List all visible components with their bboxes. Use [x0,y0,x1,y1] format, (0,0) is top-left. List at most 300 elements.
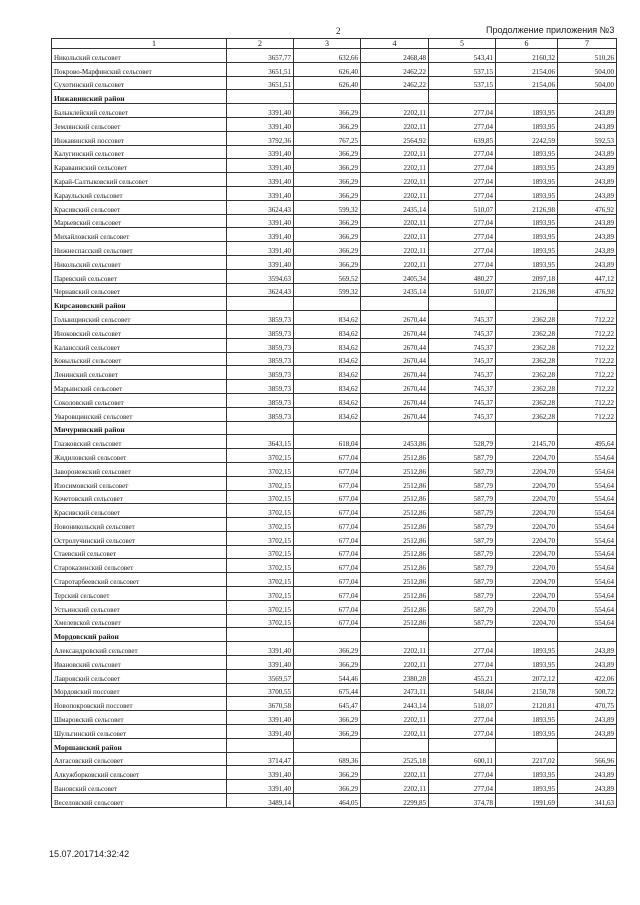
value-col-7: 243,89 [558,711,617,725]
value-col-7: 422,06 [558,669,617,683]
table-row [52,228,617,242]
value-col-6: 2362,28 [496,324,558,338]
value-col-3: 677,04 [294,545,361,559]
value-col-7: 243,89 [558,766,617,780]
value-col-4: 2202,11 [361,214,429,228]
value-col-3: 677,04 [294,449,361,463]
table-row [52,697,617,711]
value-col-5: 587,79 [429,476,496,490]
value-col-3: 834,62 [294,393,361,407]
value-col-6: 1893,95 [496,145,558,159]
value-col-2: 3859,73 [227,380,294,394]
value-col-2: 3859,73 [227,352,294,366]
value-col-2: 3702,15 [227,449,294,463]
value-col-2: 3391,40 [227,173,294,187]
value-col-3: 366,29 [294,656,361,670]
value-col-5: 277,04 [429,780,496,794]
value-col-7: 554,64 [558,587,617,601]
value-col-4: 2435,14 [361,200,429,214]
value-col-4: 2468,48 [361,49,429,63]
settlement-name: Старотарбеевский сельсовет [52,573,227,587]
value-col-2: 3391,40 [227,656,294,670]
table-row [52,338,617,352]
settlement-name: Лавровский сельсовет [52,669,227,683]
value-col-6: 2204,70 [496,600,558,614]
settlement-name: Никольский сельсовет [52,49,227,63]
value-col-7: 243,89 [558,117,617,131]
value-col-4: 2670,44 [361,338,429,352]
value-col-2: 3391,40 [227,159,294,173]
settlement-name: Хмелевской сельсовет [52,614,227,628]
value-col-7: 554,64 [558,462,617,476]
value-col-6: 2120,81 [496,697,558,711]
region-row [52,628,617,642]
value-col-7: 243,89 [558,214,617,228]
empty-cell [558,628,617,642]
value-col-5: 455,21 [429,669,496,683]
value-col-4: 2299,85 [361,794,429,808]
value-col-6: 2126,98 [496,200,558,214]
value-col-6: 2362,28 [496,366,558,380]
value-col-4: 2202,11 [361,159,429,173]
value-col-7: 243,89 [558,104,617,118]
value-col-2: 3391,40 [227,228,294,242]
value-col-3: 366,29 [294,780,361,794]
value-col-2: 3702,15 [227,531,294,545]
region-name: Мордовский район [52,628,227,642]
value-col-2: 3859,73 [227,407,294,421]
value-col-5: 587,79 [429,573,496,587]
empty-cell [227,738,294,752]
value-col-7: 470,75 [558,697,617,711]
table-row [52,159,617,173]
table-row [52,614,617,628]
value-col-2: 3391,40 [227,255,294,269]
print-timestamp: 15.07.201714:32:42 [49,849,130,859]
value-col-4: 2202,11 [361,711,429,725]
value-col-4: 2670,44 [361,311,429,325]
settlement-name: Калаисский сельсовет [52,338,227,352]
table-row [52,587,617,601]
value-col-7: 504,00 [558,62,617,76]
col-header-1: 1 [52,39,227,49]
value-col-5: 587,79 [429,545,496,559]
value-col-3: 366,29 [294,117,361,131]
table-row [52,600,617,614]
value-col-4: 2512,86 [361,545,429,559]
value-col-7: 476,92 [558,200,617,214]
table-row [52,559,617,573]
settlement-name: Терский сельсовет [52,587,227,601]
table-row [52,504,617,518]
value-col-5: 745,37 [429,338,496,352]
settlement-name: Караваинский сельсовет [52,159,227,173]
value-col-3: 677,04 [294,587,361,601]
region-row [52,90,617,104]
value-col-5: 543,41 [429,49,496,63]
value-col-7: 243,89 [558,228,617,242]
value-col-3: 626,40 [294,76,361,90]
value-col-4: 2202,11 [361,255,429,269]
empty-cell [496,738,558,752]
value-col-6: 2154,06 [496,76,558,90]
value-col-5: 480,27 [429,269,496,283]
value-col-4: 2202,11 [361,725,429,739]
value-col-4: 2564,92 [361,131,429,145]
settlement-name: Алкужборковский сельсовет [52,766,227,780]
empty-cell [361,421,429,435]
value-col-7: 554,64 [558,476,617,490]
value-col-5: 277,04 [429,642,496,656]
settlement-name: Марьинский сельсовет [52,380,227,394]
value-col-5: 277,04 [429,117,496,131]
empty-cell [294,90,361,104]
page-number: 2 [336,26,341,36]
value-col-2: 3859,73 [227,324,294,338]
table-row [52,573,617,587]
col-header-6: 6 [496,39,558,49]
value-col-7: 712,22 [558,311,617,325]
value-col-7: 712,22 [558,407,617,421]
empty-cell [429,90,496,104]
value-col-3: 366,29 [294,242,361,256]
empty-cell [227,628,294,642]
value-col-6: 2242,59 [496,131,558,145]
value-col-7: 554,64 [558,531,617,545]
value-col-5: 277,04 [429,725,496,739]
col-header-3: 3 [294,39,361,49]
value-col-2: 3391,40 [227,145,294,159]
value-col-7: 554,64 [558,449,617,463]
settlement-name: Остролучинский сельсовет [52,531,227,545]
value-col-4: 2453,86 [361,435,429,449]
value-col-2: 3670,58 [227,697,294,711]
empty-cell [361,90,429,104]
settlement-name: Жидиловский сельсовет [52,449,227,463]
region-name: Моршанский район [52,738,227,752]
value-col-4: 2670,44 [361,352,429,366]
value-col-5: 600,11 [429,752,496,766]
table-row [52,435,617,449]
value-col-2: 3702,15 [227,559,294,573]
region-row [52,421,617,435]
value-col-6: 1893,95 [496,173,558,187]
empty-cell [496,628,558,642]
value-col-2: 3702,15 [227,462,294,476]
value-col-7: 243,89 [558,242,617,256]
value-col-3: 626,40 [294,62,361,76]
region-name: Инжавинский район [52,90,227,104]
value-col-6: 2204,70 [496,449,558,463]
value-col-2: 3702,15 [227,545,294,559]
value-col-6: 1893,95 [496,656,558,670]
table-row [52,366,617,380]
value-col-5: 587,79 [429,518,496,532]
value-col-2: 3702,15 [227,614,294,628]
value-col-7: 243,89 [558,255,617,269]
value-col-4: 2512,86 [361,462,429,476]
value-col-5: 277,04 [429,711,496,725]
value-col-3: 632,66 [294,49,361,63]
settlement-name: Балыклейский сельсовет [52,104,227,118]
table-row [52,311,617,325]
value-col-3: 834,62 [294,380,361,394]
value-col-2: 3624,43 [227,283,294,297]
settlement-name: Староказинский сельсовет [52,559,227,573]
value-col-2: 3657,77 [227,49,294,63]
value-col-3: 599,32 [294,283,361,297]
value-col-5: 277,04 [429,159,496,173]
value-col-2: 3700,55 [227,683,294,697]
value-col-3: 677,04 [294,573,361,587]
value-col-7: 243,89 [558,725,617,739]
value-col-4: 2435,14 [361,283,429,297]
value-col-2: 3702,15 [227,490,294,504]
value-col-6: 1893,95 [496,711,558,725]
settlement-name: Кочетовский сельсовет [52,490,227,504]
value-col-7: 243,89 [558,656,617,670]
value-col-4: 2512,86 [361,504,429,518]
settlement-name: Шмаровский сельсовет [52,711,227,725]
value-col-3: 677,04 [294,600,361,614]
value-col-6: 2204,70 [496,490,558,504]
value-col-5: 587,79 [429,587,496,601]
value-col-2: 3391,40 [227,186,294,200]
value-col-6: 1893,95 [496,642,558,656]
value-col-6: 1893,95 [496,242,558,256]
col-header-4: 4 [361,39,429,49]
value-col-2: 3391,40 [227,711,294,725]
continuation-header: Продолжение приложения №3 [486,25,615,35]
value-col-5: 528,79 [429,435,496,449]
value-col-4: 2202,11 [361,228,429,242]
value-col-6: 1893,95 [496,117,558,131]
value-col-3: 677,04 [294,476,361,490]
settlement-name: Изосимовский сельсовет [52,476,227,490]
value-col-3: 599,32 [294,200,361,214]
table-row [52,518,617,532]
value-col-6: 2217,02 [496,752,558,766]
value-col-3: 366,29 [294,766,361,780]
empty-cell [227,297,294,311]
table-row [52,283,617,297]
table-row [52,269,617,283]
value-col-4: 2462,22 [361,76,429,90]
empty-cell [227,421,294,435]
value-col-2: 3489,14 [227,794,294,808]
value-col-7: 504,00 [558,76,617,90]
value-col-2: 3702,15 [227,518,294,532]
value-col-4: 2670,44 [361,393,429,407]
region-name: Кирсановский район [52,297,227,311]
value-col-6: 2097,18 [496,269,558,283]
settlement-name: Никольский сельсовет [52,255,227,269]
settlement-name: Покрово-Марфинский сельсовет [52,62,227,76]
settlement-name: Стаевский сельсовет [52,545,227,559]
value-col-5: 510,07 [429,283,496,297]
value-col-2: 3391,40 [227,725,294,739]
value-col-5: 277,04 [429,186,496,200]
value-col-4: 2202,11 [361,173,429,187]
value-col-2: 3569,57 [227,669,294,683]
value-col-6: 2204,70 [496,573,558,587]
value-col-5: 548,04 [429,683,496,697]
value-col-4: 2202,11 [361,242,429,256]
value-col-5: 745,37 [429,311,496,325]
value-col-7: 554,64 [558,504,617,518]
value-col-6: 2362,28 [496,393,558,407]
value-col-5: 587,79 [429,531,496,545]
value-col-3: 366,29 [294,214,361,228]
settlement-name: Красивский сельсовет [52,200,227,214]
value-col-7: 554,64 [558,545,617,559]
value-col-6: 2362,28 [496,352,558,366]
col-header-2: 2 [227,39,294,49]
value-col-6: 2154,06 [496,62,558,76]
empty-cell [294,628,361,642]
empty-cell [361,628,429,642]
value-col-4: 2202,11 [361,104,429,118]
settlement-name: Паревский сельсовет [52,269,227,283]
table-row [52,725,617,739]
value-col-3: 677,04 [294,518,361,532]
table-row [52,76,617,90]
table-row [52,752,617,766]
settlement-name: Михайловский сельсовет [52,228,227,242]
value-col-6: 2072,12 [496,669,558,683]
value-col-6: 2204,70 [496,559,558,573]
value-col-5: 745,37 [429,380,496,394]
value-col-3: 366,29 [294,725,361,739]
value-col-7: 712,22 [558,352,617,366]
empty-cell [361,297,429,311]
value-col-3: 544,46 [294,669,361,683]
value-col-3: 675,44 [294,683,361,697]
value-col-3: 366,29 [294,159,361,173]
table-row [52,117,617,131]
value-col-4: 2202,11 [361,117,429,131]
table-row [52,242,617,256]
value-col-5: 277,04 [429,145,496,159]
value-col-2: 3859,73 [227,393,294,407]
empty-cell [558,738,617,752]
settlement-name: Шульгинский сельсовет [52,725,227,739]
value-col-2: 3859,73 [227,338,294,352]
value-col-4: 2512,86 [361,559,429,573]
value-col-2: 3792,36 [227,131,294,145]
settlement-name: Александровский сельсовет [52,642,227,656]
value-col-6: 2204,70 [496,587,558,601]
value-col-2: 3714,47 [227,752,294,766]
value-col-6: 2362,28 [496,338,558,352]
value-col-5: 745,37 [429,393,496,407]
empty-cell [558,297,617,311]
value-col-3: 677,04 [294,504,361,518]
value-col-2: 3391,40 [227,642,294,656]
col-header-5: 5 [429,39,496,49]
value-col-4: 2670,44 [361,407,429,421]
settlement-name: Устьинский сельсовет [52,600,227,614]
region-row [52,297,617,311]
empty-cell [558,90,617,104]
empty-cell [429,421,496,435]
value-col-2: 3651,51 [227,62,294,76]
table-row [52,380,617,394]
value-col-7: 712,22 [558,338,617,352]
table-row [52,711,617,725]
settlement-name: Чернавский сельсовет [52,283,227,297]
table-row [52,462,617,476]
value-col-3: 366,29 [294,255,361,269]
value-col-2: 3702,15 [227,504,294,518]
value-col-4: 2202,11 [361,656,429,670]
value-col-3: 834,62 [294,352,361,366]
value-col-4: 2462,22 [361,62,429,76]
value-col-7: 243,89 [558,642,617,656]
value-col-6: 2204,70 [496,504,558,518]
settlement-name: Сухотинский сельсовет [52,76,227,90]
value-col-5: 745,37 [429,324,496,338]
table-row [52,656,617,670]
value-col-7: 341,63 [558,794,617,808]
value-col-4: 2202,11 [361,145,429,159]
value-col-5: 518,07 [429,697,496,711]
value-col-3: 677,04 [294,490,361,504]
value-col-3: 677,04 [294,531,361,545]
value-col-2: 3391,40 [227,766,294,780]
value-col-2: 3391,40 [227,242,294,256]
settlement-name: Вановский сельсовет [52,780,227,794]
table-row [52,173,617,187]
empty-cell [294,421,361,435]
value-col-5: 745,37 [429,352,496,366]
value-col-3: 366,29 [294,186,361,200]
settlement-name: Караульский сельсовет [52,186,227,200]
settlement-name: Алгасовский сельсовет [52,752,227,766]
value-col-6: 2126,98 [496,283,558,297]
settlement-name: Ковыльский сельсовет [52,352,227,366]
value-col-5: 587,79 [429,600,496,614]
table-row [52,49,617,63]
value-col-2: 3391,40 [227,780,294,794]
settlement-name: Инжавинский поссовет [52,131,227,145]
value-col-2: 3624,43 [227,200,294,214]
value-col-2: 3651,51 [227,76,294,90]
value-col-5: 277,04 [429,173,496,187]
value-col-6: 2362,28 [496,311,558,325]
value-col-3: 366,29 [294,642,361,656]
value-col-3: 366,29 [294,228,361,242]
table-row [52,490,617,504]
value-col-5: 277,04 [429,255,496,269]
settlement-name: Заворонежский сельсовет [52,462,227,476]
table-row [52,476,617,490]
value-col-4: 2670,44 [361,380,429,394]
value-col-5: 537,15 [429,62,496,76]
value-col-4: 2512,86 [361,449,429,463]
value-col-7: 447,12 [558,269,617,283]
value-col-2: 3859,73 [227,311,294,325]
value-col-3: 834,62 [294,311,361,325]
value-col-4: 2512,86 [361,600,429,614]
table-row [52,62,617,76]
value-col-7: 554,64 [558,559,617,573]
table-row [52,145,617,159]
value-col-5: 277,04 [429,766,496,780]
value-col-6: 1893,95 [496,159,558,173]
value-col-6: 1893,95 [496,104,558,118]
value-col-5: 587,79 [429,462,496,476]
